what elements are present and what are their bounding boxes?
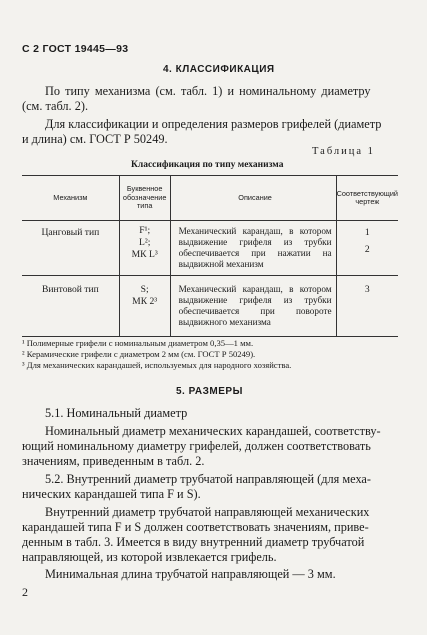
row-2-code-1: S; [140, 284, 149, 295]
subsection-5-1-title: 5.1. Номинальный диаметр [45, 406, 188, 420]
row-2-type-code [119, 276, 170, 337]
section-5-heading: 5. РАЗМЕРЫ [176, 386, 243, 397]
row-2-code-2: МК 2³ [132, 295, 158, 307]
section-4-heading: 4. КЛАССИФИКАЦИЯ [163, 64, 275, 75]
section-4-paragraph-1-line-2: (см. табл. 2). [22, 99, 89, 113]
footnote-3: ³ Для механических карандашей, используемых для народного хозяйства. [22, 360, 292, 370]
page-number: 2 [22, 585, 28, 599]
table-row [22, 276, 398, 337]
subsection-5-1-line-1: Номинальный диаметр механических карандашей, соответству- [45, 424, 381, 438]
footnote-1: ¹ Полимерные грифели с номинальным диаметром 0,35—1 мм. [22, 338, 254, 348]
row-1-code-1: F¹; [139, 225, 151, 236]
subsection-5-2-title-line-1: 5.2. Внутренний диаметр трубчатой направляющей (для меха- [45, 472, 371, 486]
column-header-mechanism: Механизм [22, 176, 119, 221]
subsection-5-2-title-line-2: нических карандашей типа F и S). [22, 487, 201, 501]
row-2-drawing: 3 [336, 276, 398, 337]
row-2-description: Механический карандаш, в котором выдвижение грифеля из трубки обеспечивается при повороте выдвижного механизма [170, 276, 336, 337]
minimum-length-note: Минимальная длина трубчатой направляющей — 3 мм. [45, 567, 336, 581]
column-header-type-code: Буквенное обозначение типа [119, 176, 170, 221]
subsection-5-2-line-2: карандашей типа F и S должен соответствовать значениям, приве- [22, 520, 369, 534]
section-4-paragraph-1-line-1: По типу механизма (см. табл. 1) и номинальному диаметру [45, 84, 371, 98]
subsection-5-2-line-1: Внутренний диаметр трубчатой направляющей механических [45, 505, 370, 519]
table-caption: Классификация по типу механизма [131, 160, 284, 170]
document-header: С 2 ГОСТ 19445—93 [22, 43, 129, 55]
column-header-description: Описание [170, 176, 336, 221]
row-1-code-2: L²; [138, 236, 151, 248]
footnote-2: ² Керамические грифели с диаметром 2 мм (см. ГОСТ Р 50249). [22, 349, 256, 359]
row-1-drawing [336, 221, 398, 276]
section-4-paragraph-2-line-1: Для классификации и определения размеров грифелей (диаметр [45, 117, 382, 131]
row-1-type-code [119, 221, 170, 276]
subsection-5-1-line-3: значениям, приведенным в табл. 2. [22, 454, 205, 468]
row-1-code-3: МК L³ [131, 248, 158, 260]
table-row [22, 221, 398, 276]
subsection-5-2-line-4: направляющей, из которой извлекается грифель. [22, 550, 277, 564]
column-header-drawing: Соответствующий чертеж [336, 176, 398, 221]
row-1-mechanism: Цанговый тип [22, 221, 119, 276]
row-2-mechanism: Винтовой тип [22, 276, 119, 337]
table-number: Таблица 1 [312, 146, 375, 157]
section-4-paragraph-2-line-2: и длина) см. ГОСТ Р 50249. [22, 132, 168, 146]
classification-table [22, 175, 398, 337]
subsection-5-1-line-2: ющий номинальному диаметру грифелей, должен соответствовать [22, 439, 371, 453]
row-1-drawing-1: 1 [364, 227, 370, 238]
row-1-description: Механический карандаш, в котором выдвижение грифеля из трубки обеспечивается при нажатии на выдвижной механизм [170, 221, 336, 276]
subsection-5-2-line-3: денным в табл. 3. Имеется в виду внутренний диаметр трубчатой [22, 535, 365, 549]
row-1-drawing-2: 2 [364, 244, 370, 255]
